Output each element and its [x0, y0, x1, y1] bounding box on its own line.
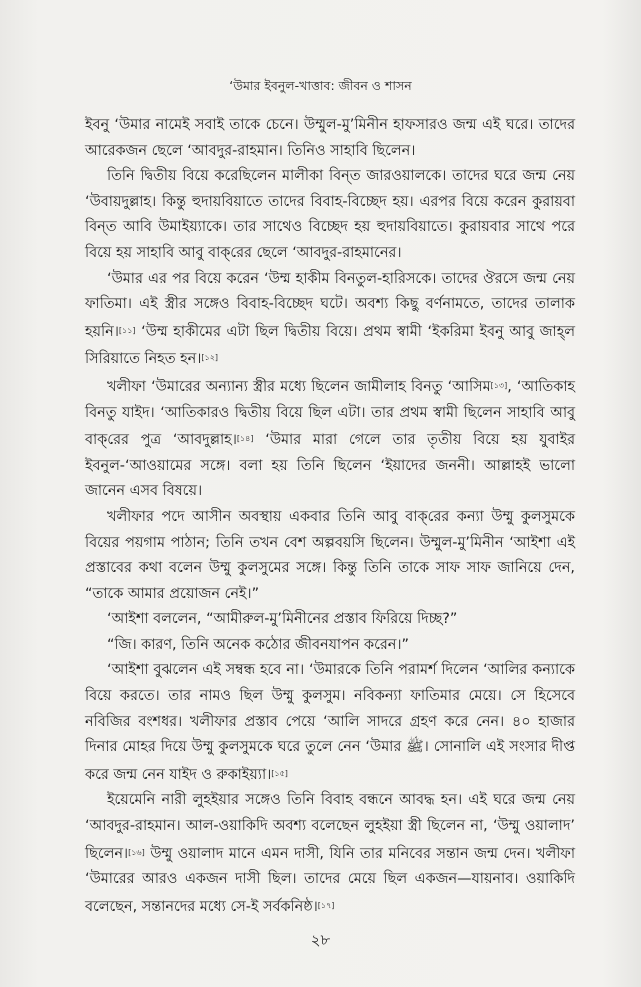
footnote-marker: [১৭] — [317, 900, 335, 910]
footnote-marker: [১১] — [118, 325, 136, 335]
paragraph — [85, 788, 575, 920]
paragraph-text: ইয়েমেনি নারী লুহইয়ার সঙ্গেও তিনি বিবাহ বন্ধনে আবদ্ধ হন। এই ঘরে জন্ম নেয় ‘আবদুর-রাহমান। আল-ওয়াকিদি অবশ্য বলেছেন লুহইয়া স্ত্রী ছিলেন না, ‘উম্মু ওয়ালাদ’ ছিলেন। — [85, 792, 575, 862]
paragraph — [85, 633, 575, 659]
paragraph-text: খলীফার পদে আসীন অবস্থায় একবার তিনি আবু বাক্‌রের কন্যা উম্মু কুলসুমকে বিয়ের পয়গাম পাঠান; তিনি তখন বেশ অল্পবয়সি ছিলেন। উম্মুল-মু’মিনীন ‘আইশা এই প্রস্তাবের কথা বলেন উম্মু কুলসুমের সঙ্গে। কিন্তু তিনি তাকে সাফ সাফ জানিয়ে দেন, “তাকে আমার প্রয়োজন নেই।” — [85, 508, 575, 602]
paragraph-text: ‘উমার মারা গেলে তার তৃতীয় বিয়ে হয় যুবাইর ইবনুল-‘আওয়ামের সঙ্গে। বলা হয় তিনি ছিলেন ‘ইয়াদের জননী। আল্লাহই ভালো জানেন এসব বিষয়ে। — [85, 432, 575, 500]
footnote-marker: [১৪] — [236, 434, 254, 444]
running-head: ‘উমার ইবনুল-খাত্তাব: জীবন ও শাসন — [229, 78, 412, 93]
paragraph — [85, 505, 575, 607]
paragraph-text: ‘উম্ম হাকীমের এটা ছিল দ্বিতীয় বিয়ে। প্রথম স্বামী ‘ইকরিমা ইবনু আবু জাহ্‌ল সিরিয়াতে নিহত হন। — [85, 323, 575, 368]
paragraph-text: উম্মু ওয়ালাদ মানে এমন দাসী, যিনি তার মনিবের সন্তান জন্ম দেন। খলীফা ‘উমারের আরও একজন দাসী ছিল। তাদের মেয়ে ছিল একজন—যায়নাব। ওয়াকিদি বলেছেন, সন্তানদের মধ্যে সে-ই সর্বকনিষ্ঠ। — [85, 845, 575, 915]
paragraph-text: ‘আইশা বুঝলেন এই সম্বন্ধ হবে না। ‘উমারকে তিনি পরামর্শ দিলেন ‘আলির কন্যাকে বিয়ে করতে। তার নামও ছিল উম্মু কুলসুম। নবিকন্যা ফাতিমার মেয়ে। সে হিসেবে নবিজির বংশধর। খলীফার প্রস্তাব পেয়ে ‘আলি সাদরে গ্রহণ করে নেন। ৪০ হাজার দিনার মোহর দিয়ে উম্মু কুলসুমকে ঘরে তুলে নেন ‘উমার ﷺ। সোনালি এই সংসার দীপ্ত করে জন্ম নেন যাইদ ও রুকাইয়্যা। — [85, 662, 575, 783]
paragraph — [85, 164, 575, 266]
paragraph — [85, 607, 575, 633]
paragraph — [85, 267, 575, 373]
paragraph — [85, 658, 575, 788]
paragraph-text: তিনি দ্বিতীয় বিয়ে করেছিলেন মালীকা বিন্‌ত জারওয়ালকে। তাদের ঘরে জন্ম নেয় ‘উবায়দুল্লাহ। কিন্তু হুদায়বিয়াতে তাদের বিবাহ-বিচ্ছেদ হয়। এরপর বিয়ে করেন কুরায়বা বিন্‌ত আবি উমাইয়্যাকে। তার সাথেও বিচ্ছেদ হয় হুদায়বিয়াতে। কুরায়বার সাথে পরে বিয়ে হয় সাহাবি আবু বাক্‌রের ছেলে ‘আবদুর-রাহমানের। — [85, 168, 575, 261]
footnote-marker: [১৫] — [271, 768, 288, 778]
paragraph-text: , ‘আতিকাহ বিনতু যাইদ। ‘আতিকারও দ্বিতীয় বিয়ে ছিল এটা। তার প্রথম স্বামী ছিলেন সাহাবি আবু বাক্‌রের পুত্র ‘আবদুল্লাহ। — [85, 378, 575, 449]
footnote-marker: [১৬] — [128, 847, 145, 857]
paragraph-text: ‘উমার এর পর বিয়ে করেন ‘উম্ম হাকীম বিনতুল-হারিসকে। তাদের ঔরসে জন্ম নেয় ফাতিমা। এই স্ত্রীর সঙ্গেও বিবাহ-বিচ্ছেদ ঘটে। অবশ্য কিছু বর্ণনামতে, তাদের তালাক হয়নি। — [85, 270, 575, 340]
footnote-marker: [১২] — [201, 353, 219, 363]
paragraph-text: ‘আইশা বললেন, “আমীরুল-মু’মিনীনের প্রস্তাব ফিরিয়ে দিচ্ছ?” — [107, 611, 458, 628]
footnote-marker: [১৩] — [490, 380, 508, 390]
paragraph-text: ইবনু ‘উমার নামেই সবাই তাকে চেনে। উম্মুল-মু’মিনীন হাফসারও জন্ম এই ঘরে। তাদের আরেকজন ছেলে ‘আবদুর-রাহমান। তিনিও সাহাবি ছিলেন। — [85, 117, 575, 159]
body-text — [85, 113, 575, 920]
page-number: ২৮ — [310, 931, 331, 949]
paragraph-text: “জি। কারণ, তিনি অনেক কঠোর জীবনযাপন করেন।” — [107, 636, 409, 653]
paragraph — [85, 113, 575, 164]
paragraph — [85, 373, 575, 505]
paragraph-text: খলীফা ‘উমারের অন্যান্য স্ত্রীর মধ্যে ছিলেন জামীলাহ বিনতু ‘আসিম — [107, 378, 491, 395]
